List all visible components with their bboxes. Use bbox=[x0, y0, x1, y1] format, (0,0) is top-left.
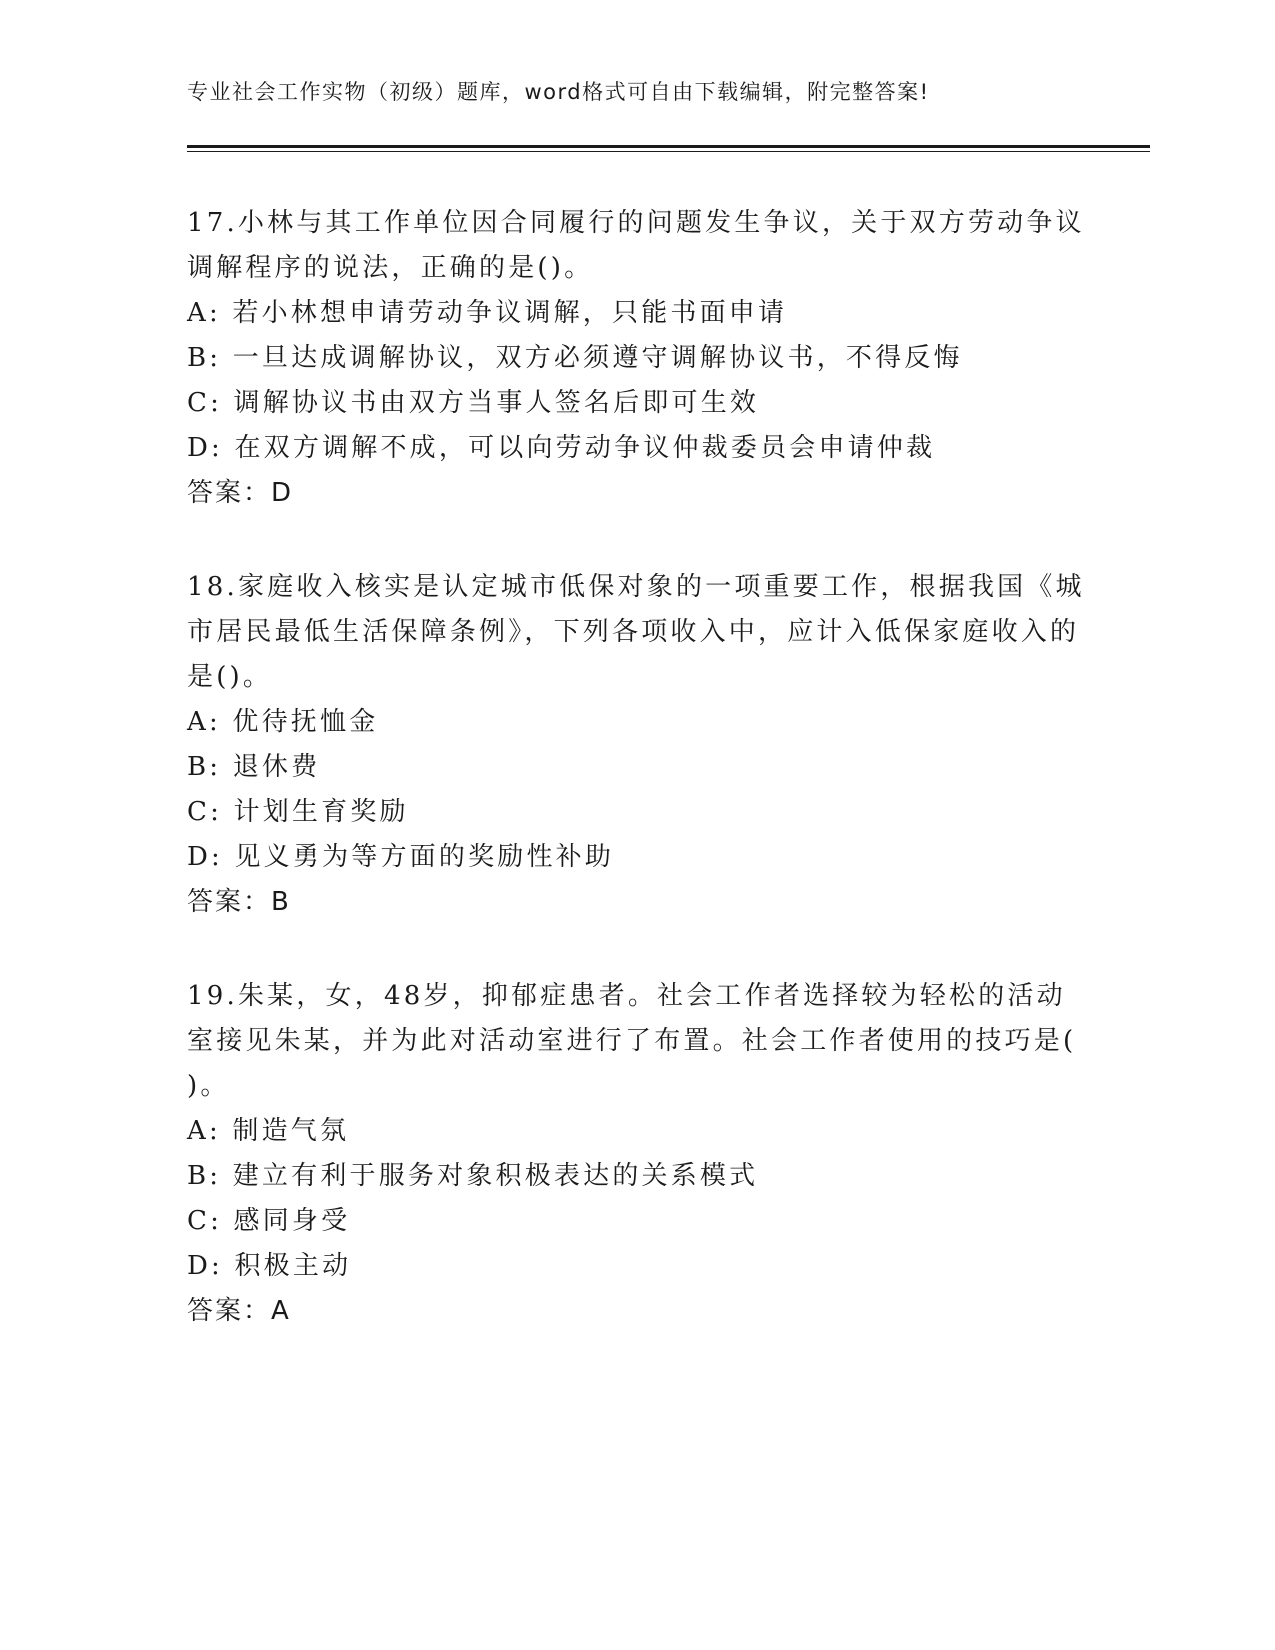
answer-line: 答案：D bbox=[187, 478, 294, 508]
page-header-text: 专业社会工作实物（初级）题库，word格式可自由下载编辑，附完整答案! bbox=[187, 80, 930, 104]
option-c: C: 感同身受 bbox=[187, 1206, 351, 1236]
question-stem: 17.小林与其工作单位因合同履行的问题发生争议，关于双方劳动争议调解程序的说法，正确的是()。 bbox=[187, 208, 1085, 283]
option-d: D: 积极主动 bbox=[187, 1251, 352, 1281]
question-stem: 18.家庭收入核实是认定城市低保对象的一项重要工作，根据我国《城市居民最低生活保障条例》，下列各项收入中，应计入低保家庭收入的是()。 bbox=[187, 572, 1085, 692]
question-18 bbox=[187, 565, 1087, 925]
option-b: B: 退休费 bbox=[187, 752, 321, 782]
question-17 bbox=[187, 201, 1087, 516]
answer-line: 答案：B bbox=[187, 887, 291, 917]
option-b: B: 建立有利于服务对象积极表达的关系模式 bbox=[187, 1161, 759, 1191]
option-a: A: 制造气氛 bbox=[187, 1116, 350, 1146]
question-19 bbox=[187, 974, 1087, 1334]
answer-line: 答案：A bbox=[187, 1296, 291, 1326]
option-a: A: 优待抚恤金 bbox=[187, 707, 379, 737]
header-divider-thick bbox=[187, 145, 1150, 148]
option-c: C: 计划生育奖励 bbox=[187, 797, 409, 827]
option-a: A: 若小林想申请劳动争议调解，只能书面申请 bbox=[187, 298, 788, 328]
option-d: D: 见义勇为等方面的奖励性补助 bbox=[187, 842, 615, 872]
option-b: B: 一旦达成调解协议，双方必须遵守调解协议书，不得反悔 bbox=[187, 343, 963, 373]
option-d: D: 在双方调解不成，可以向劳动争议仲裁委员会申请仲裁 bbox=[187, 433, 936, 463]
header-divider-thin bbox=[187, 151, 1150, 152]
question-stem: 19.朱某，女，48岁，抑郁症患者。社会工作者选择较为轻松的活动室接见朱某，并为此对活动室进行了布置。社会工作者使用的技巧是( )。 bbox=[187, 981, 1077, 1101]
option-c: C: 调解协议书由双方当事人签名后即可生效 bbox=[187, 388, 760, 418]
